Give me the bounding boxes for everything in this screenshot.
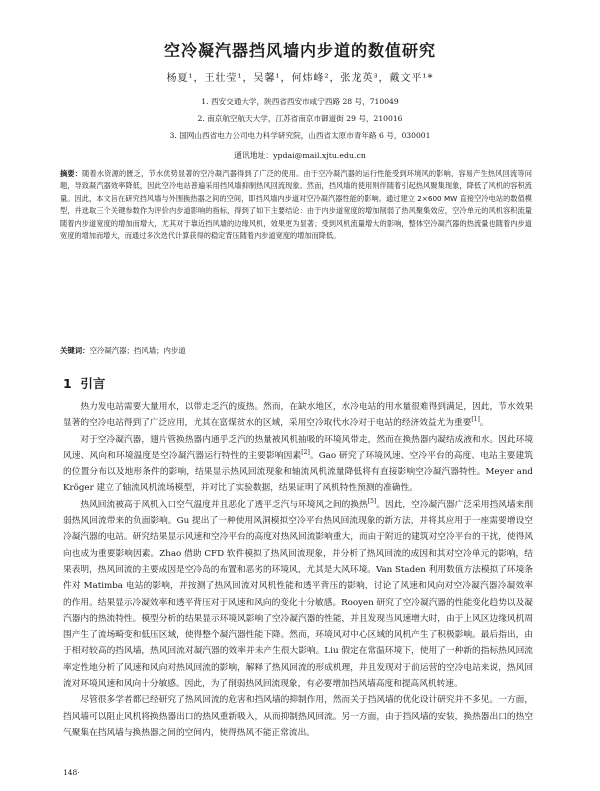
keywords-label: 关键词： — [60, 346, 90, 355]
paragraph-end: 。因此，空冷凝汽器广泛采用挡风墙来削弱热风回流带来的负面影响。Gu 提出了一种使用风洞模拟空冷平台热风回流现象的新方法，并将其应用于一座需要增设空冷凝汽器的电站。研究结果显示风速和空冷平台的高度对热风回流影响重大，而由于附近的建筑对空冷平台的干扰，使得风向也成为重要影响因素。Zhao 借助 CFD 软件模拟了热风回流现象，并分析了热风回流的成因和其对空冷单元的影响，结果表明，热风回流的主要成因是空冷岛的布置和恶劣的环境风，尤其是大风环境。Van Staden 利用数值方法模拟了环境条件对 Matimba 电站的影响，并按测了热风回流对风机性能和透平背压的影响，讨论了风速和风向对空冷凝汽器冷凝效率的作用。结果显示冷凝效率和透平背压对于风速和风向的变化十分敏感。Rooyen 研究了空冷凝汽器的性能变化趋势以及凝汽器内的热流特性。模型分析的结果显示环境风影响了空冷凝汽器的性能，并且发现当风速增大时，由于上风区边缘风机周围产生了流场畸变和低压区域，使得整个凝汽器性能下降。然而，环境风对中心区域的风机产生了积极影响。最后指出，由于相对较高的挡风墙，热风回流对凝汽器的效率并未产生很大影响。Liu 假定在常温环境下，使用了一种新的指标热风回流率定性地分析了风速和风向对热风回流的影响，解释了热风回流的形成机理，并且发现对于前运营的空冷电站来说，热风回流对环境风速和风向十分敏感。因此，为了削弱热风回流现象，有必要增加挡风墙高度和提高风机转速。 — [63, 499, 534, 690]
paragraph-text: 尽管很多学者都已经研究了热风回流的危害和挡风墙的抑制作用，然而关于挡风墙的优化设计研究并不多见。一方面，挡风墙可以阻止风机将换热器出口的热风重新吸入，从而抑制热风回流。另一方面，由于挡风墙的安装，换热器出口的热空气聚集在挡风墙与换热器之间的空间内，使得热风不能正常流出。 — [63, 695, 533, 738]
paper-title: 空冷凝汽器挡风墙内步道的数值研究 — [163, 41, 436, 60]
page-number: 148· — [63, 768, 80, 777]
abstract — [60, 168, 532, 242]
keywords-text: 空冷凝汽器；挡风墙；内步道 — [89, 346, 186, 355]
paragraph-end: 。Gao 研究了环境风速、空冷平台的高度、电站主要建筑的位置分布以及地形条件的影响，结果显示热风回流现象和轴流风机流量降低将有直接影响空冷凝汽器特性。Meyer and Kröger 建立了轴流风机流场模型，并对比了实验数据，结果证明了风机特性预测的准确性。 — [63, 450, 533, 494]
author-list: 杨夏¹，王壮莹¹，吴馨¹，何炜峰²，张龙英³，戴文平¹* — [166, 73, 434, 84]
paragraph-end: 。 — [479, 418, 489, 429]
section-heading — [63, 374, 105, 392]
citation: [5] — [367, 497, 377, 505]
citation: [2] — [301, 449, 310, 456]
paragraph-text: 热风回流被高于风机入口空气温度并且恶化了透平乏汽与环境风之间的换热 — [80, 499, 368, 510]
paragraph-text: 热力发电站需要大量用水，以带走乏汽的废热。然而，在缺水地区，水冷电站的用水量很难得到满足，因此，节水效果显著的空冷电站得到了广泛应用，尤其在富煤贫水的区域，采用空冷取代水冷对于电站的经济效益尤为重要 — [63, 402, 533, 429]
section-number: 1 — [63, 376, 72, 391]
abstract-label: 摘要： — [60, 169, 83, 178]
section-title: 引言 — [80, 376, 106, 391]
paragraph — [63, 692, 533, 741]
citation: [1] — [471, 416, 480, 424]
paragraph — [63, 432, 533, 497]
affiliation-list — [0, 93, 600, 144]
body-text — [63, 399, 533, 741]
paragraph-text: 对于空冷凝汽器，翅片管换热器内通乎乏汽的热量被风机抽吸的环境风带走，然而在换热器内凝结成液和水。因此环境风速、风向和环境温度是空冷凝汽器运行特性的主要影响因素 — [63, 434, 533, 461]
affiliation-item: 3. 国网山西省电力公司电力科学研究院，山西省太原市青年路 6 号，030001 — [169, 131, 431, 140]
affiliation-item: 1. 西安交通大学，陕西省西安市咸宁西路 28 号，710049 — [201, 97, 399, 106]
affiliation-item: 2. 南京航空航天大学，江苏省南京市御道街 29 号，210016 — [197, 114, 403, 123]
abstract-text: 随着水资源的匮乏，节水优势显著的空冷凝汽器得到了广泛的使用。由于空冷凝汽器的运行性能受到环境风的影响，容易产生热风回流等问题，导致凝汽器效率降低，因此空冷电站普遍采用挡风墙抑制热风回流现象。然而，挡风墙的使用则伴随着引起热风聚集现象，降低了风机的容积流量。因此，本文旨在研究挡风墙与外围换热器之间的空间，即挡风墙内步道对空冷凝汽器性能的影响。通过建立 2×600 MW 直接空冷电站的数值模型，并选取三个关键参数作为评价内步道影响的指标，得到了如下主要结论：由于内步道宽度的增加削弱了热风聚集效应，空冷单元的风机容积流量随着内步道宽度的增加而增大，尤其对于靠近挡风墙的边缘风机，效果更为显著；受到风机流量增大的影响，整体空冷凝汽器的热流量也随着内步道宽度的增加而增大，而通过多次迭代计算获得的稳定背压随着内步道宽度的增加而降低。 — [60, 169, 532, 241]
paragraph — [63, 497, 533, 693]
keywords — [60, 345, 532, 356]
paragraph — [63, 399, 533, 432]
contact-email: 通讯地址：ypdai@mail.xjtu.edu.cn — [234, 151, 366, 160]
